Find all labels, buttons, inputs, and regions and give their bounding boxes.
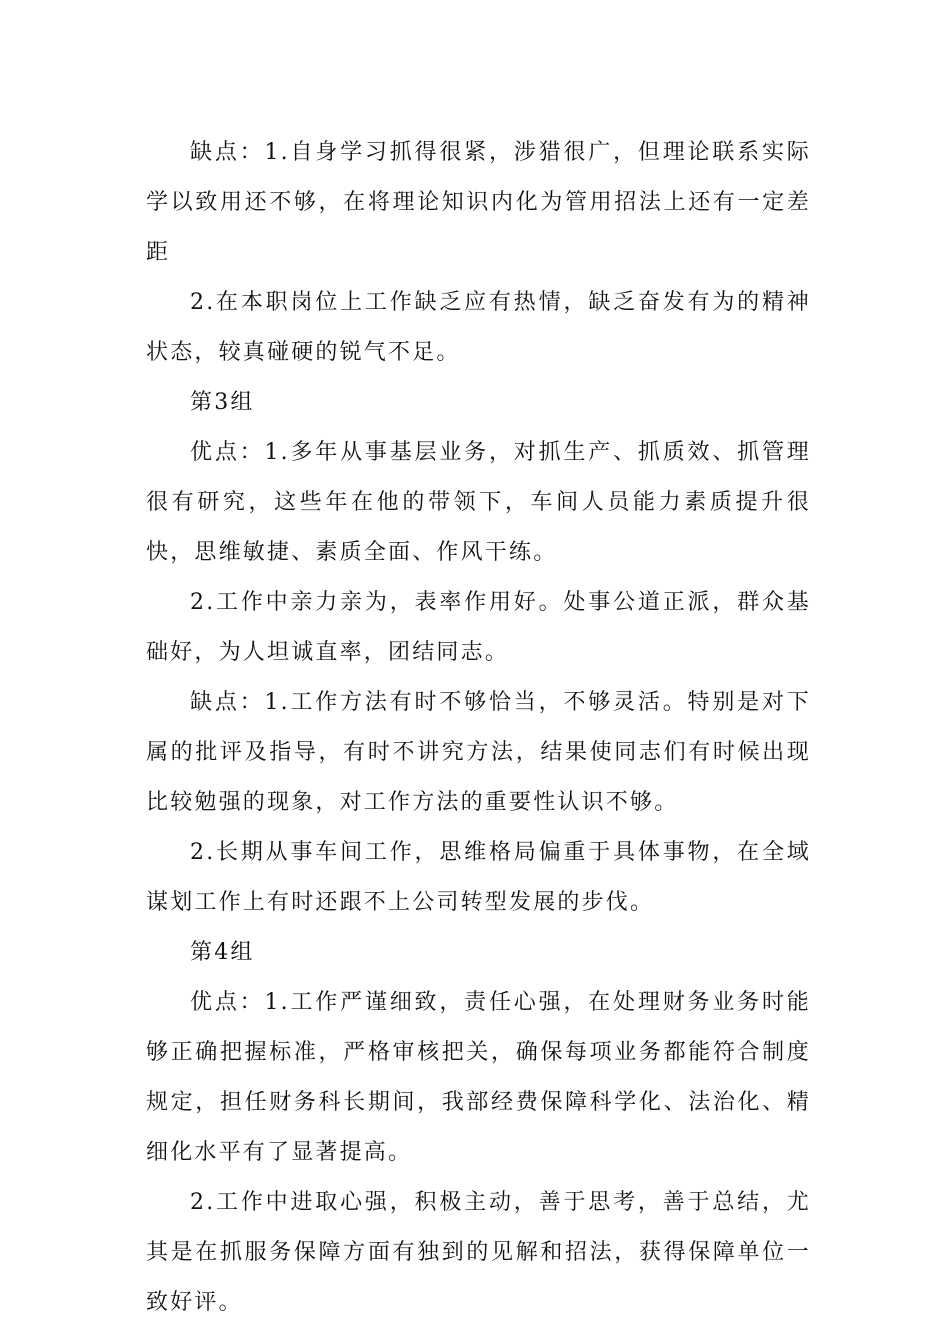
paragraph-strength-2: 2.工作中进取心强，积极主动，善于思考，善于总结，尤其是在抓服务保障方面有独到的见解和招法，获得保障单位一致好评。	[146, 1190, 811, 1315]
paragraph-weakness-2: 2.长期从事车间工作，思维格局偏重于具体事物，在全域谋划工作上有时还跟不上公司转型发展的步伐。	[146, 840, 811, 915]
group-heading-4: 第4组	[190, 940, 255, 965]
document-body	[146, 128, 811, 1328]
paragraph-strength-1: 优点：1.多年从事基层业务，对抓生产、抓质效、抓管理很有研究，这些年在他的带领下，车间人员能力素质提升很快，思维敏捷、素质全面、作风干练。	[146, 440, 811, 565]
paragraph-weakness-1: 缺点：1.工作方法有时不够恰当，不够灵活。特别是对下属的批评及指导，有时不讲究方法，结果使同志们有时候出现比较勉强的现象，对工作方法的重要性认识不够。	[146, 690, 811, 815]
paragraph-strength-2: 2.工作中亲力亲为，表率作用好。处事公道正派，群众基础好，为人坦诚直率，团结同志。	[146, 590, 811, 665]
paragraph-strength-1: 优点：1.工作严谨细致，责任心强，在处理财务业务时能够正确把握标准，严格审核把关，确保每项业务都能符合制度规定，担任财务科长期间，我部经费保障科学化、法治化、精细化水平有了显著提高。	[146, 990, 811, 1165]
paragraph-weakness-2: 2.在本职岗位上工作缺乏应有热情，缺乏奋发有为的精神状态，较真碰硬的锐气不足。	[146, 290, 811, 365]
paragraph-weakness-1: 缺点：1.自身学习抓得很紧，涉猎很广，但理论联系实际学以致用还不够，在将理论知识内化为管用招法上还有一定差距	[146, 140, 811, 265]
group-heading-3: 第3组	[190, 390, 255, 415]
